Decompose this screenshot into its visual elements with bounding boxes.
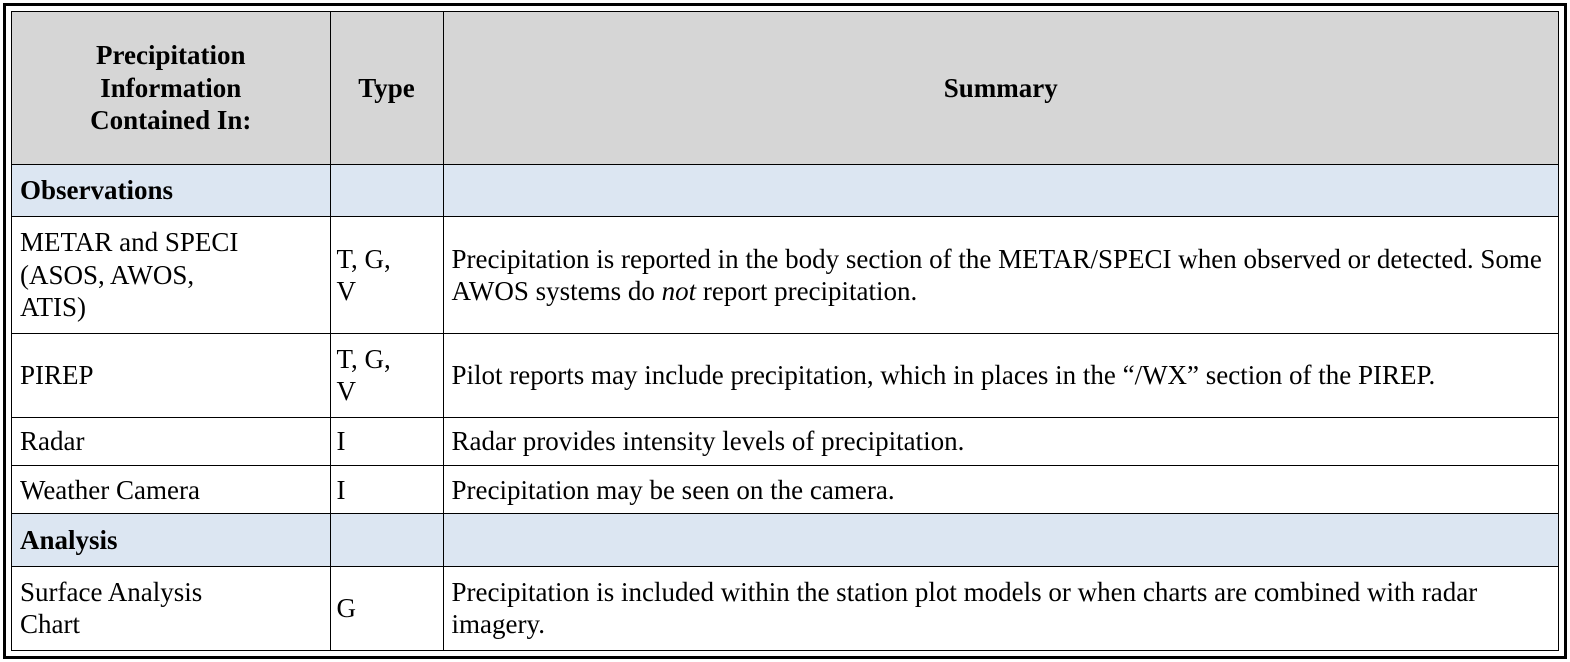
section-empty-cell [330, 514, 443, 566]
type-cell: G [330, 566, 443, 650]
header-row [12, 12, 1558, 165]
section-empty-cell [330, 165, 443, 217]
table-row-radar [12, 418, 1558, 466]
summary-text: Precipitation is reported in the body section of the METAR/SPECI when observed or detected. Some AWOS systems do [451, 243, 1542, 307]
summary-emphasis: not [661, 276, 697, 307]
header-source-line: Contained In: [90, 105, 252, 136]
header-source-line: Information [100, 72, 242, 103]
type-line: T, G, [336, 344, 391, 375]
source-line: Surface Analysis [20, 576, 203, 607]
header-summary: Summary [443, 12, 1558, 165]
source-cell: Radar [12, 418, 330, 466]
source-cell: PIREP [12, 333, 330, 417]
summary-cell: Radar provides intensity levels of precipitation. [443, 418, 1558, 466]
source-cell: Weather Camera [12, 466, 330, 514]
table-row-pirep [12, 333, 1558, 417]
section-title: Observations [12, 165, 330, 217]
summary-cell: Precipitation may be seen on the camera. [443, 466, 1558, 514]
source-line: Chart [20, 609, 80, 640]
table-frame [3, 3, 1567, 659]
section-row-analysis [12, 514, 1558, 566]
table-inner-frame [11, 11, 1559, 651]
type-line: V [336, 376, 356, 407]
section-row-observations [12, 165, 1558, 217]
type-cell [330, 333, 443, 417]
table-row-surface-analysis [12, 566, 1558, 650]
summary-cell: Precipitation is included within the station plot models or when charts are combined with radar imagery. [443, 566, 1558, 650]
source-cell [12, 217, 330, 333]
summary-cell: Pilot reports may include precipitation, which in places in the “/WX” section of the PIREP. [443, 333, 1558, 417]
type-cell: I [330, 466, 443, 514]
section-empty-cell [443, 165, 1558, 217]
header-source [12, 12, 330, 165]
source-cell [12, 566, 330, 650]
source-line: ATIS) [20, 292, 86, 323]
type-cell [330, 217, 443, 333]
header-source-line: Precipitation [96, 40, 246, 71]
type-line: T, G, [336, 243, 391, 274]
type-cell: I [330, 418, 443, 466]
summary-text: report precipitation. [696, 276, 918, 307]
table-row-metar [12, 217, 1558, 333]
section-title: Analysis [12, 514, 330, 566]
precipitation-sources-table [12, 12, 1558, 650]
section-empty-cell [443, 514, 1558, 566]
summary-cell [443, 217, 1558, 333]
source-line: METAR and SPECI [20, 227, 239, 258]
header-type: Type [330, 12, 443, 165]
source-line: (ASOS, AWOS, [20, 259, 195, 290]
type-line: V [336, 276, 356, 307]
table-row-weather-camera [12, 466, 1558, 514]
